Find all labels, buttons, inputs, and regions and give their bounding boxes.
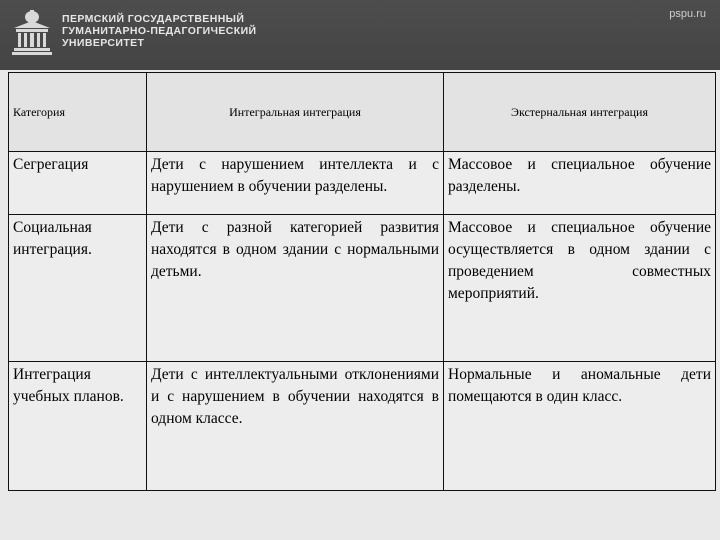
university-name-line-3: УНИВЕРСИТЕТ: [62, 37, 145, 49]
cell-integral: Дети с интеллектуальными отклонениями и с нарушением в обучении находятся в одном классе.: [147, 362, 444, 491]
cell-external: Массовое и специальное обучение осуществляется в одном здании с проведением совместных мероприятий.: [444, 215, 716, 362]
header-integral-integration: Интегральная интеграция: [147, 73, 444, 152]
site-url-link[interactable]: pspu.ru: [669, 8, 706, 20]
table-row: [9, 362, 716, 491]
cell-integral: Дети с разной категорией развития находятся в одном здании с нормальными детьми.: [147, 215, 444, 362]
university-name-line-2: ГУМАНИТАРНО-ПЕДАГОГИЧЕСКИЙ: [62, 25, 257, 37]
table-row: [9, 152, 716, 215]
table-row: [9, 215, 716, 362]
header-bar: [0, 0, 720, 70]
table-header-row: [9, 73, 716, 152]
slide-content: [0, 70, 720, 540]
cell-category: Интеграция учебных планов.: [9, 362, 147, 491]
integration-table: [8, 72, 716, 491]
cell-category: Социальная интеграция.: [9, 215, 147, 362]
university-name-line-1: ПЕРМСКИЙ ГОСУДАРСТВЕННЫЙ: [62, 13, 245, 25]
cell-external: Нормальные и аномальные дети помещаются в один класс.: [444, 362, 716, 491]
cell-category: Сегрегация: [9, 152, 147, 215]
cell-external: Массовое и специальное обучение разделены.: [444, 152, 716, 215]
header-category: Категория: [9, 73, 147, 152]
university-name: [62, 13, 322, 49]
university-building-icon: [10, 8, 54, 56]
cell-integral: Дети с нарушением интеллекта и с нарушением в обучении разделены.: [147, 152, 444, 215]
header-external-integration: Экстернальная интеграция: [444, 73, 716, 152]
